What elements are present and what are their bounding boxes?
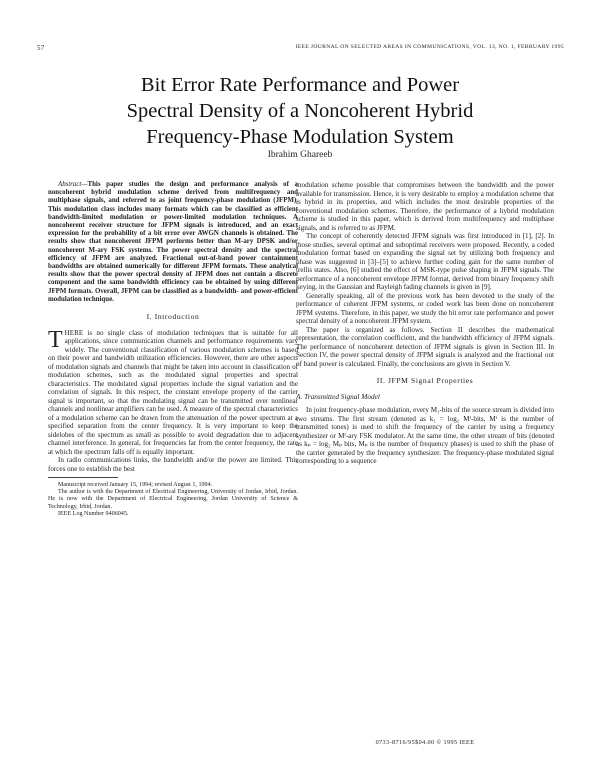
page-number: 57: [37, 44, 45, 52]
body-paragraph: modulation scheme possible that compromises between the bandwidth and the power available for transmission. Hence, it is very desirable to employ a modulation scheme that is hybrid in its properties, and which includes the most desirable properties of the conventional modulation schemes. Therefore, the performance of a hybrid modulation scheme is studied in this paper, which is derived from multifrequency and multiphase signals, and is referred to as JFPM.: [296, 181, 554, 232]
left-column: [48, 181, 298, 518]
body-paragraph: The paper is organized as follows. Section II describes the mathematical representation, the correlation coefficient, and the bandwidth efficiency of JFPM signals. The performance of noncoherent detection of JFPM signals is given in Section III. In Section IV, the power spectral density of JFPM signals is analyzed and the fractional out of band power is calculated. Finally, the conclusions are given in Section V.: [296, 325, 554, 368]
right-column: [296, 181, 554, 466]
body-paragraph: Generally speaking, all of the previous work has been devoted to the study of the performance of coherent JFPM systems, or coded work has been done on noncoherent JFPM systems. Therefore, in this paper, we study the bit error rate performance and power spectral density of a noncoherent JFPM system.: [296, 291, 554, 325]
drop-cap: T: [48, 326, 63, 353]
intro-paragraph: [48, 326, 298, 457]
paper-title: [60, 72, 540, 150]
intro-paragraph-2: In radio communications links, the bandwidth and/or the power are limited. This forces one to establish the best: [48, 456, 298, 473]
author-name: Ibrahim Ghareeb: [267, 150, 333, 160]
section-heading-jfpm-signal-properties: II. JFPM Signal Properties: [376, 376, 474, 385]
running-header: IEEE JOURNAL ON SELECTED AREAS IN COMMUNICATIONS, VOL. 13, NO. 1, FEBRUARY 1995: [295, 44, 564, 50]
footnote: Manuscript received January 15, 1994; revised August 1, 1994.: [58, 482, 213, 489]
footnote-rule: [48, 477, 118, 478]
footnote: IEEE Log Number 9406045.: [58, 510, 129, 517]
body-paragraph: The concept of coherently detected JFPM signals was first introduced in [1], [2]. In those studies, several optimal and suboptimal receivers were proposed. Recently, a coded modulation format based on expanding the signal set by utilizing both frequency and phase was suggested in [3]–[5] to achieve further coding gain for the same number of trellis states. Also, [6] studied the effect of MSK-type pulse shaping in JFPM signals. The performance of a noncoherent envelope JFPM format, derived from binary frequency shift keying, in the Gaussian and Rayleigh fading channels is given in [9].: [296, 232, 554, 291]
footnote: The author is with the Department of Electrical Engineering, University of Jordan, Irbid, Jordan. He is now with the Department of Electrical Engineering, Jordan University of Science & Technology, Irbid, Jordan.: [48, 489, 298, 510]
section-heading-introduction: I. Introduction: [146, 312, 200, 322]
title-line: Bit Error Rate Performance and Power: [140, 74, 460, 96]
title-line: Frequency-Phase Modulation System: [146, 126, 454, 148]
subsection-heading: A. Transmitted Signal Model: [296, 391, 380, 401]
body-paragraph: In joint frequency-phase modulation, every M₁-bits of the source stream is divided into two streams. The first stream (denoted as k₁ = log₂ Mᶠ-bits, Mᶠ is the number of transmitted tones) is used to shift the frequency of the carrier by using a frequency synthesizer or Mᶠ-ary FSK modulator. At the same time, the other stream of bits (denoted as kₚ = log₂ Mₚ bits, Mₚ is the number of frequency phases) is used to shift the phase of the carrier generated by the frequency synthesizer. The frequency-phase modulated signal corresponding to a sequence: [296, 406, 554, 465]
abstract: [48, 181, 298, 304]
intro-paragraph-text: HERE is no single class of modulation techniques that is suitable for all applications, since communication channels and performance requirements vary widely. The conventional classification of various modulation schemes is based on their power and bandwidth utilization efficiencies. However, there are other aspects of modulation signals and channels that might be taken into account in classification of modulation schemes, such as the modulated signal properties and spectral characteristics. The modulated signal properties include the signal variation and the correlation of signals. In this respect, the constant envelope property of the carrier signal is important, so that the modulating signal can be transmitted over nonlinear channels and nonlinear amplifiers can be used. A measure of the spectral characteristics of a modulation scheme can be drawn from the attenuation of the power spectrum at a specified separation from the center frequency. It is very important to keep the sidelobes of the spectrum as small as possible to avoid degradation due to adjacent channel interference. In general, for frequencies far from the center frequency, the rate at which the spectrum falls off is equally important.: [48, 328, 298, 456]
abstract-label: Abstract—: [58, 181, 88, 188]
publication-id: 0733-8716/95$04.00 © 1995 IEEE: [375, 739, 475, 746]
abstract-text: This paper studies the design and performance analysis of a noncoherent hybrid modulation scheme derived from multifrequency and multiphase signals, and referred to as joint frequency-phase modulation (JFPM). This modulation class includes many formats which can be classified as efficient bandwidth-limited modulation or power-limited modulation techniques. A noncoherent receiver structure for JFPM signals is introduced, and an exact expression for the probability of a bit error over AWGN channels is obtained. The results show that noncoherent JFPM performs better than M-ary DPSK and/or noncoherent M-ary FSK systems. The power spectral density and the spectral efficiency of JFPM are analyzed. Fractional out-of-band power containment bandwidths are obtained numerically for different JFPM formats. These analytical results show that the power spectral density of JFPM does not contain a discrete component and the same bandwidth efficiency can be obtained by using different JFPM formats. Overall, JFPM can be classified as a bandwidth- and power-efficient modulation technique.: [48, 181, 298, 303]
title-line: Spectral Density of a Noncoherent Hybrid: [126, 100, 474, 122]
